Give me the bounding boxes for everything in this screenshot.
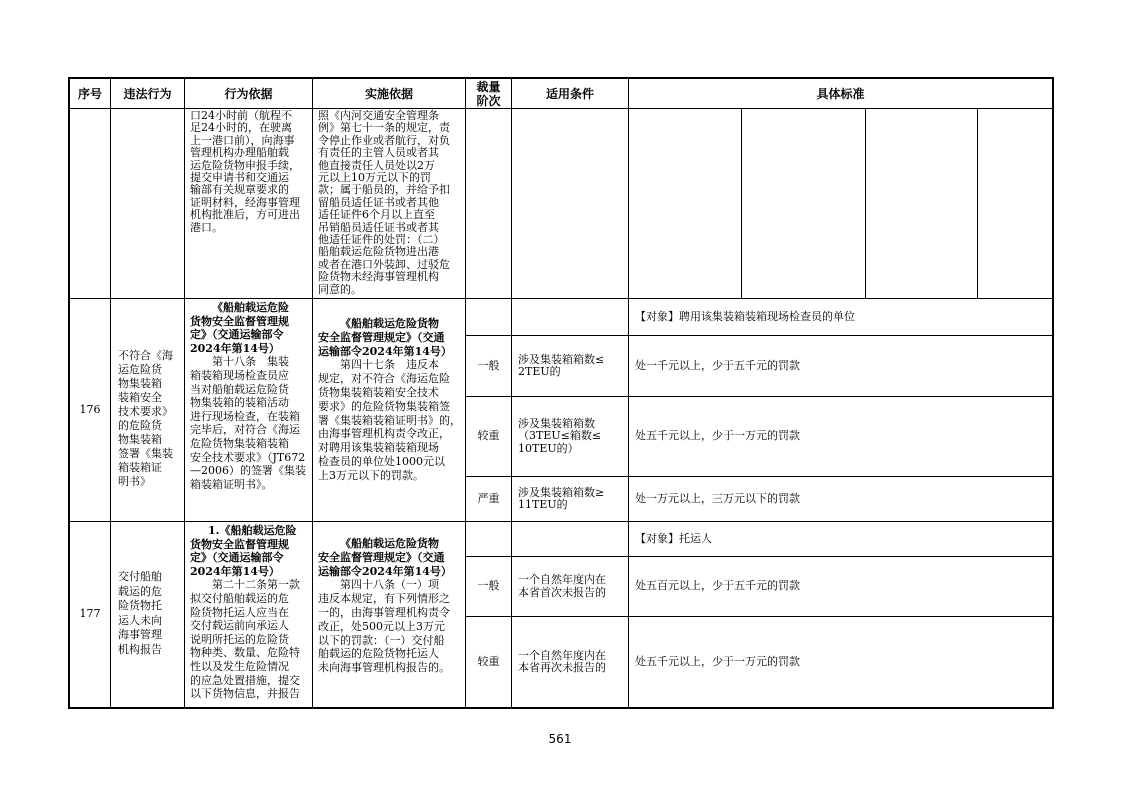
table-right-border: [1052, 77, 1054, 709]
text-line: 明书》: [118, 475, 151, 488]
text-line: 上3万元以下的罚款。: [318, 468, 424, 482]
text-line: 箱装箱现场检查员应: [190, 368, 289, 382]
text-line: 一的，由海事管理机构责令: [318, 605, 450, 619]
text-line: 有责任的主管人员或者其: [318, 146, 439, 160]
text-line: —2006）的签署《集装: [190, 464, 306, 478]
text-line: 运危险货: [118, 363, 162, 376]
col-divider: [110, 77, 111, 709]
text-line: 安全监督管理规定》（交通: [318, 550, 445, 564]
text-line: 留船员适任证书或者其他: [318, 195, 439, 209]
text-line: 口24小时前（航程不: [190, 109, 292, 122]
row176-standard-2: 处五千元以上，少于一万元的罚款: [635, 429, 800, 443]
header-standard: 具体标准: [816, 87, 865, 101]
row176-standard-1: 处一千元以上，少于五千元的罚款: [635, 358, 800, 372]
text-line: 物集装箱: [118, 433, 162, 446]
row177-target: 【对象】托运人: [635, 531, 712, 545]
text-line: 船舶载运危险货物进出港: [318, 245, 439, 259]
text-line: 适任证件6个月以上直至: [318, 208, 435, 222]
text-line: 2024年第14号）: [190, 341, 280, 355]
row177-standard-2: 处五千元以上，少于一万元的罚款: [635, 654, 800, 668]
col-divider: [312, 77, 313, 709]
row177-level-1: 一般: [477, 579, 500, 593]
col-divider: [741, 108, 742, 298]
text-line: 由海事管理机构责令改正，: [318, 427, 450, 441]
text-line: 机构批准后，方可进出: [190, 208, 300, 222]
text-line: 第四十八条（一）项: [340, 578, 439, 592]
text-line: 1.《船舶载运危险: [208, 524, 297, 537]
text-line: 对聘用该集装箱装箱现场: [318, 441, 439, 455]
text-line: 一个自然年度内在: [518, 648, 606, 662]
text-line: 《船舶载运危险货物: [340, 317, 439, 330]
text-line: 《船舶载运危险货物: [340, 537, 439, 550]
text-line: 机构报告: [118, 642, 162, 656]
row177-seq: 177: [79, 607, 101, 621]
text-line: 以下货物信息，并报告: [190, 687, 300, 701]
text-line: 运输部令2024年第14号）: [318, 564, 452, 578]
text-line: 货物安全监督管理规: [190, 537, 289, 551]
text-line: 货物集装箱装箱安全技术: [318, 385, 439, 399]
text-line: 险货物托: [118, 599, 162, 613]
text-line: 货物安全监督管理规: [190, 314, 289, 328]
text-line: 定》（交通运输部令: [190, 551, 284, 565]
text-line: 当对船舶载运危险货: [190, 382, 289, 396]
text-line: 违反本规定，有下列情形之: [318, 592, 450, 606]
text-line: 要求》的危险货物集装箱签: [318, 399, 450, 413]
text-line: 签署《集装: [118, 447, 173, 460]
text-line: 《船舶载运危险: [212, 301, 289, 314]
continued-impl-text: [318, 110, 462, 296]
text-line: 证明材料，经海事管理: [190, 195, 300, 209]
text-line: 第四十七条 违反本: [340, 358, 439, 372]
row176-seq: 176: [79, 402, 101, 416]
text-line: 元以上10万元以下的罚: [318, 171, 431, 185]
text-line: 同意的。: [318, 282, 362, 296]
col-divider: [184, 77, 185, 709]
text-line: 说明所托运的危险货: [190, 632, 289, 646]
text-line: 装箱安全: [118, 391, 162, 404]
text-line: 险货物托运人应当在: [190, 605, 289, 619]
row176-violation: [118, 349, 180, 489]
text-line: 提交申请书和交通运: [190, 171, 289, 185]
text-line: 物集装箱的装箱活动: [190, 396, 289, 410]
text-line: 第十八条 集装: [212, 355, 289, 369]
text-line: 本省首次未报告的: [518, 585, 606, 599]
text-line: 照《内河交通安全管理条: [318, 109, 439, 122]
text-line: 定》（交通运输部令: [190, 328, 284, 342]
text-line: 运危险货物申报手续，: [190, 158, 300, 172]
header-basis: 行为依据: [224, 87, 273, 101]
text-line: 安全监督管理规定》（交通: [318, 330, 445, 344]
header-condition: 适用条件: [545, 87, 594, 101]
row176-standard-3: 处一万元以上，三万元以下的罚款: [635, 491, 800, 505]
text-line: 港口。: [190, 220, 223, 234]
text-line: 涉及集装箱箱数≤: [518, 352, 605, 366]
text-line: 不符合《海: [118, 349, 173, 362]
page-number: 561: [548, 732, 572, 746]
row176-level-3: 严重: [477, 491, 500, 505]
continued-basis-text: [190, 110, 308, 234]
text-line: 2TEU的: [518, 365, 561, 378]
row176-condition-3: [518, 477, 624, 521]
text-line: 海事管理: [118, 628, 162, 642]
col-divider: [511, 77, 512, 709]
text-line: 吊销船员适任证书或者其: [318, 220, 439, 234]
text-line: 11TEU的: [518, 498, 568, 511]
text-line: 改正，处500元以上3万元: [318, 619, 445, 633]
text-line: 运人未向: [118, 613, 162, 627]
text-line: 箱装箱证明书》。: [190, 477, 273, 491]
text-line: 2024年第14号）: [190, 564, 280, 578]
text-line: 物种类、数量、危险特: [190, 646, 300, 660]
row176-basis: [190, 301, 310, 491]
text-line: 输部有关规章要求的: [190, 183, 289, 197]
row176-target: 【对象】聘用该集装箱装箱现场检查员的单位: [635, 309, 855, 323]
text-line: 款；属于船员的，并给予扣: [318, 183, 450, 197]
text-line: 他直接责任人员处以2万: [318, 158, 435, 172]
text-line: 箱装箱证: [118, 461, 162, 474]
row176-condition-1: [518, 336, 624, 396]
text-line: 例》第七十一条的规定，责: [318, 121, 450, 135]
header-level: 裁量阶次: [476, 79, 501, 108]
text-line: 以下的罚款：（一）交付船: [318, 633, 445, 647]
col-divider: [977, 108, 978, 298]
text-line: 规定，对不符合《海运危险: [318, 372, 450, 386]
text-line: 他适任证件的处罚：（二）: [318, 233, 445, 247]
text-line: 第二十二条第一款: [212, 578, 300, 592]
row176-level-1: 一般: [477, 358, 500, 372]
text-line: 载运的危: [118, 584, 162, 598]
text-line: 署《集装箱装箱证明书》的，: [318, 413, 461, 427]
text-line: 管理机构办理船舶载: [190, 146, 289, 160]
row177-impl: [318, 537, 464, 675]
header-seq: 序号: [77, 87, 102, 101]
text-line: 交付载运前向承运人: [190, 619, 289, 633]
text-line: 运输部令2024年第14号）: [318, 344, 452, 358]
text-line: 性以及发生危险情况: [190, 659, 289, 673]
text-line: 的应急处置措施，提交: [190, 673, 300, 687]
text-line: 技术要求》: [118, 405, 173, 418]
row177-violation: [118, 570, 180, 658]
col-divider: [865, 108, 866, 298]
text-line: 上一港口前），向海事: [190, 133, 295, 147]
row177-standard-1: 处五百元以上，少于五千元的罚款: [635, 579, 800, 593]
text-line: 检查员的单位处1000元以: [318, 454, 445, 468]
row176-level-2: 较重: [477, 429, 500, 443]
text-line: 令停止作业或者航行，对负: [318, 133, 450, 147]
text-line: 拟交付船舶载运的危: [190, 591, 289, 605]
header-impl: 实施依据: [364, 87, 413, 101]
text-line: 舶载运的危险货物托运人: [318, 647, 439, 661]
col-divider: [628, 77, 629, 709]
text-line: 涉及集装箱箱数≥: [518, 485, 605, 499]
text-line: 安全技术要求》（JT672: [190, 450, 306, 464]
header-violation: 违法行为: [123, 87, 172, 101]
row177-basis: [190, 524, 310, 701]
text-line: 危险货物集装箱装箱: [190, 436, 289, 450]
table-bottom-border: [68, 707, 1053, 709]
row177-condition-1: [518, 557, 624, 616]
text-line: 险货物未经海事管理机构: [318, 270, 439, 284]
text-line: 物集装箱: [118, 377, 162, 390]
text-line: 或者在港口外装卸、过驳危: [318, 257, 450, 271]
text-line: （3TEU≤箱数≤: [518, 429, 602, 443]
row177-level-2: 较重: [477, 654, 500, 668]
text-line: 进行现场检查，在装箱: [190, 409, 300, 423]
text-line: 10TEU的）: [518, 441, 579, 455]
text-line: 涉及集装箱箱数: [518, 416, 595, 430]
row176-impl: [318, 317, 464, 483]
text-line: 一个自然年度内在: [518, 573, 606, 587]
row176-condition-2: [518, 397, 624, 476]
text-line: 交付船舶: [118, 570, 162, 583]
text-line: 完毕后，对符合《海运: [190, 423, 300, 437]
text-line: 本省再次未报告的: [518, 661, 606, 674]
text-line: 的危险货: [118, 419, 162, 432]
text-line: 足24小时的，在驶离: [190, 121, 292, 135]
text-line: 未向海事管理机构报告的。: [318, 661, 450, 675]
row177-condition-2: [518, 617, 624, 707]
